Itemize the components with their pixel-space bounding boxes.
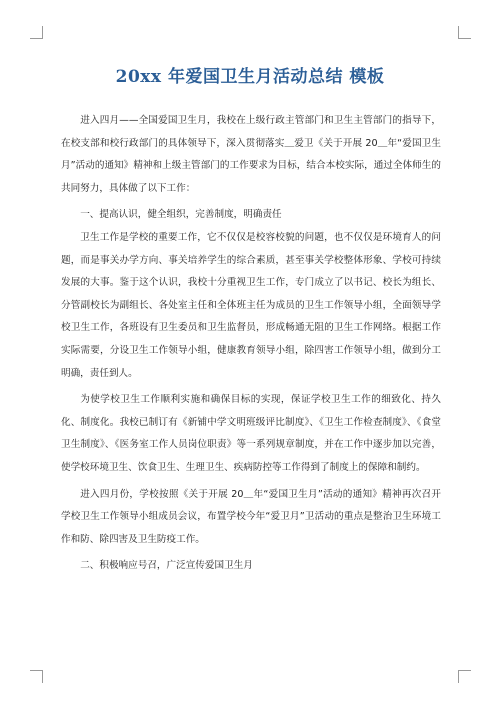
paragraph-intro: 进入四月——全国爱国卫生月，我校在上级行政主管部门和卫生主管部门的指导下，在校支部和校行政部门的具体领导下，深入贯彻落实＿爱卫《关于开展 20＿年“爱国卫生月”活动的通知》精神和上级主管部门的工作要求为目标，结合本校实际，通过全体师生的共同努力，具体做了以下工作：	[61, 115, 441, 194]
document-body	[61, 110, 441, 578]
crop-mark-bottom-left	[30, 670, 43, 683]
paragraph-april-meeting: 进入四月份，学校按照《关于开展 20＿年“爱国卫生月”活动的通知》精神再次召开学校卫生工作领导小组成员会议，布置学校今年“爱卫月”卫活动的重点是整治卫生环境工作和防、除四害及卫生防疫工作。	[61, 488, 441, 545]
paragraph-regulations: 为使学校卫生工作顺利实施和确保目标的实现，保证学校卫生工作的细致化、持久化、制度化。我校已制订有《新铺中学文明班级评比制度》、《卫生工作检查制度》、《食堂卫生制度》、《医务室工作人员岗位职责》等一系列规章制度，并在工作中逐步加以完善，使学校环境卫生、饮食卫生、生理卫生、疾病防控等工作得到了制度上的保障和制约。	[61, 394, 441, 473]
paragraph-hygiene-importance: 卫生工作是学校的重要工作，它不仅仅是校容校貌的问题，也不仅仅是环境育人的问题，而是事关办学方向、事关培养学生的综合素质，甚至事关学校整体形象、学校可持续发展的大事。鉴于这个认识，我校十分重视卫生工作，专门成立了以书记、校长为组长、分管副校长为副组长、各处室主任和全体班主任为成员的卫生工作领导小组，全面领导学校卫生工作，各班设有卫生委员和卫生监督员，形成畅通无阻的卫生工作网络。根据工作实际需要，分设卫生工作领导小组，健康教育领导小组，除四害工作领导小组，做到分工明确，责任到人。	[61, 231, 441, 379]
crop-mark-top-left	[30, 26, 43, 39]
section-heading-2: 二、积极响应号召，广泛宣传爱国卫生月	[80, 560, 253, 572]
document-title: 20xx 年爱国卫生月活动总结 模板	[115, 67, 385, 87]
section-heading-1: 一、提高认识，健全组织，完善制度，明确责任	[80, 209, 282, 221]
crop-mark-top-right	[458, 26, 471, 39]
crop-mark-bottom-right	[458, 670, 471, 683]
